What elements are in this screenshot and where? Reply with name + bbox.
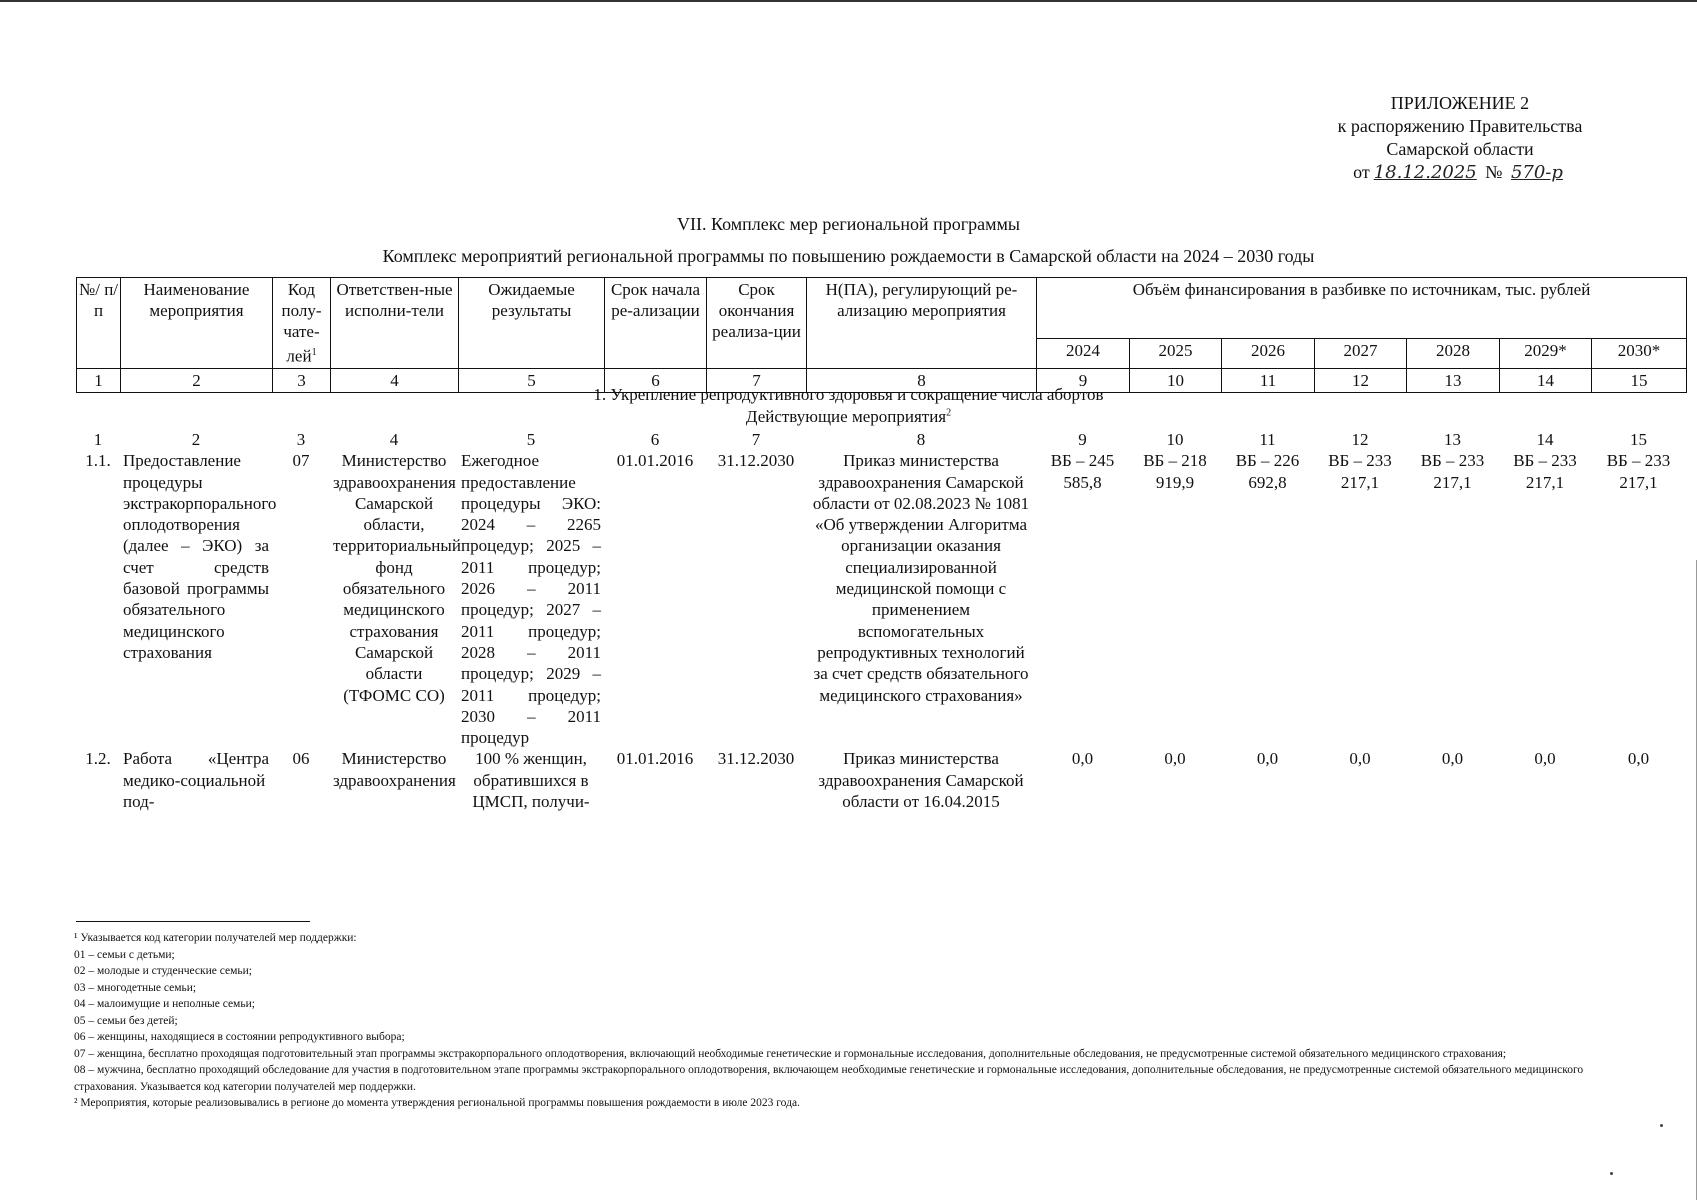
row-start: 01.01.2016 [616,451,694,471]
row-funding: ВБ – 233 217,1 [1328,451,1392,492]
header-col-index: 9 [1037,368,1130,392]
row-funding: 0,0 [1349,749,1371,769]
footnote: 05 – семьи без детей; [74,1014,178,1027]
handwritten-number: 570-р [1510,162,1563,183]
footnote: 01 – семьи с детьми; [74,948,175,961]
header-year: 2027 [1315,339,1407,369]
column-index: 3 [296,430,306,449]
row-code: 06 [292,749,310,769]
column-index: 8 [916,430,926,449]
footnote: ¹ Указывается код категории получателей мер поддержки: [74,932,357,944]
header-col-index: 7 [707,368,807,392]
row-results: 100 % женщин, обратившихся в ЦМСП, получи- [472,749,590,812]
handwritten-date: 18.12.2025 [1373,162,1477,183]
row-name: Предоставление процедуры экстракорпорального оплодотворения (далее – ЭКО) за счет средств базовой программы обязательного медицинского страхования [123,451,277,662]
header-col-index: 2 [121,368,273,392]
column-index: 15 [1630,430,1647,449]
header-col-code: Код полу-чате-лей$^1$ [273,278,331,369]
table-row [76,748,1686,812]
row-funding: ВБ – 233 217,1 [1606,451,1671,492]
footnote: 08 – мужчина, бесплатно проходящий обследование для участия в подготовительном этапе программы экстракорпорального оплодотворения, включающем необходимые генетические и гормональные исследования, дополнительные обследования, не предусмотренные системой обязательного медицинского страхования. Указывается код категории получателей мер поддержки. [74,1064,1584,1093]
header-col-end: Срок окончания реализа-ции [707,278,807,369]
column-index: 11 [1259,430,1276,449]
header-col-index: 10 [1130,368,1222,392]
row-results: Ежегодное предоставление процедуры ЭКО: 2024 – 2265 процедур; 2025 – 2011 процедур; 2026 – 2011 процедур; 2027 – 2011 процедур; 2028 – 2011 процедур; 2029 – 2011 процедур; 2030 – 2011 процедур [461,451,601,748]
column-index: 7 [751,430,761,449]
scan-top-border [0,0,1697,2]
header-col-index: 1 [77,368,121,392]
header-year: 2028 [1407,339,1500,369]
row-name: Работа «Центра медико-социальной под- [123,749,269,812]
column-index: 12 [1351,430,1369,449]
column-index: 5 [526,430,536,449]
row-funding: 0,0 [1627,749,1650,769]
column-index: 10 [1166,430,1184,449]
appendix-title: ПРИЛОЖЕНИЕ 2 [1390,93,1530,113]
approval-line-3: Самарской области [1386,139,1534,159]
row-funding: ВБ – 218 919,9 [1143,451,1207,492]
section-title: 1. Укрепление репродуктивного здоровья и сокращение числа абортов [593,385,1104,404]
row-funding: 0,0 [1071,749,1094,769]
row-code: 07 [292,451,310,471]
scan-speck [1660,1124,1663,1127]
approval-line-2: к распоряжению Правительства [1337,116,1583,136]
header-col-index: 13 [1407,368,1500,392]
header-year: 2026 [1222,339,1315,369]
date-prefix: от [1353,162,1370,182]
header-col-index: 12 [1315,368,1407,392]
scan-speck [1610,1172,1613,1175]
header-col-index: 8 [807,368,1037,392]
header-col-index: 4 [331,368,459,392]
column-index: 1 [93,430,103,449]
header-col-index: 6 [605,368,707,392]
header-col-number: №/ п/п [77,278,121,369]
approval-date-line [1315,161,1605,184]
row-funding: ВБ – 226 692,8 [1235,451,1300,492]
column-index: 9 [1078,430,1087,449]
footnote: ² Мероприятия, которые реализовывались в регионе до момента утверждения региональной программы повышения рождаемости в июле 2023 года. [74,1097,800,1109]
header-col-name: Наименование мероприятия [121,278,273,369]
footnote: 04 – малоимущие и неполные семьи; [74,998,255,1010]
header-year: 2024 [1037,339,1130,369]
column-index: 2 [191,430,201,449]
row-funding: 0,0 [1164,749,1186,769]
row-end: 31.12.2030 [717,749,795,769]
row-funding: ВБ – 233 217,1 [1513,451,1577,492]
column-index: 14 [1536,430,1554,449]
row-executors: Министерство здравоохранения [333,749,456,790]
header-year: 2029* [1500,339,1592,369]
column-index: 6 [650,430,660,449]
header-table [76,277,1687,393]
row-npa: Приказ министерства здравоохранения Самарской области от 16.04.2015 [818,749,1024,812]
footnote: 03 – многодетные семьи; [74,981,197,994]
footnote: 07 – женщина, бесплатно проходящая подготовительный этап программы экстракорпорального оплодотворения, включающий необходимые генетические и гормональные исследования, дополнительные обследования, не предусмотренные системой обязательного медицинского страхования; [74,1047,1507,1060]
row-start: 01.01.2016 [616,749,694,769]
measures-table [76,429,1686,812]
approval-block [1315,92,1605,184]
footnote: 02 – молодые и студенческие семьи; [74,965,252,977]
footnote-divider [76,921,310,922]
header-col-results: Ожидаемые результаты [459,278,605,369]
header-col-start: Срок начала ре-ализации [605,278,707,369]
column-index: 4 [389,430,399,449]
row-number: 1.2. [85,749,111,769]
document-subtitle: Комплекс мероприятий региональной программы по повышению рождаемости в Самарской области на 2024 – 2030 годы [382,246,1315,266]
header-year: 2030* [1592,339,1687,369]
row-end: 31.12.2030 [717,451,795,471]
column-index-row [76,429,1686,450]
row-funding: 0,0 [1534,749,1556,769]
footnotes [74,930,1614,1112]
header-col-index: 3 [273,368,331,392]
row-funding: ВБ – 245 585,8 [1050,451,1115,492]
header-col-npa: Н(ПА), регулирующий ре-ализацию мероприятия [807,278,1037,369]
footnote: 06 – женщины, находящиеся в состоянии репродуктивного выбора; [74,1031,405,1043]
header-col-index: 15 [1592,368,1687,392]
row-funding: ВБ – 233 217,1 [1420,451,1485,492]
row-executors: Министерство здравоохранения Самарской области, территориальный фонд обязательного медицинского страхования Самарской области (ТФОМС СО) [333,451,461,705]
row-funding: 0,0 [1441,749,1464,769]
row-npa: Приказ министерства здравоохранения Самарской области от 02.08.2023 № 1081 «Об утверждении Алгоритма организации оказания специализированной медицинской помощи с применением вспомогательных репродуктивных технологий за счет средств обязательного медицинского страхования» [812,451,1030,705]
table-row [76,450,1686,748]
number-prefix: № [1485,162,1503,182]
document-title: VII. Комплекс мер региональной программы [676,214,1021,234]
header-col-index: 5 [459,368,605,392]
column-index: 13 [1444,430,1461,449]
header-col-index: 14 [1500,368,1592,392]
row-funding: 0,0 [1256,749,1279,769]
header-col-funding: Объём финансирования в разбивке по источникам, тыс. рублей [1037,278,1687,339]
header-col-index: 11 [1222,368,1315,392]
header-year: 2025 [1130,339,1222,369]
section-subtitle: Действующие мероприятия$^2$ [745,407,952,426]
row-number: 1.1. [85,451,111,471]
header-col-executors: Ответствен-ные исполни-тели [331,278,459,369]
